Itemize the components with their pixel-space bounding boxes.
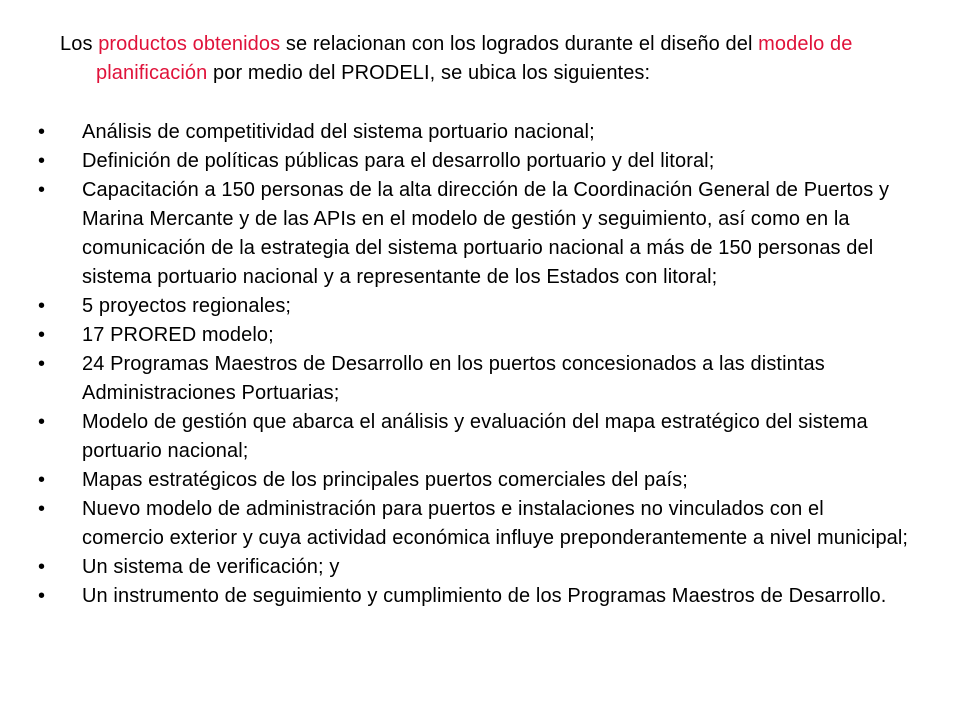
- list-item: [0, 408, 960, 466]
- list-item-text: Modelo de gestión que abarca el análisis y evaluación del mapa estratégico del sistema portuario nacional;: [82, 411, 868, 462]
- bullet-icon: •: [38, 150, 46, 172]
- intro-text-3: por medio del PRODELI, se ubica los siguientes:: [207, 62, 651, 84]
- bullet-icon: •: [38, 411, 46, 433]
- list-item-text: Nuevo modelo de administración para puertos e instalaciones no vinculados con el comercio exterior y cuya actividad económica influye preponderantemente a nivel municipal;: [82, 498, 909, 549]
- intro-highlight-modelo: modelo de planificación: [96, 33, 853, 84]
- list-item: [0, 292, 960, 321]
- list-item: [0, 495, 960, 553]
- intro-paragraph: [60, 30, 956, 88]
- list-item: [0, 350, 960, 408]
- list-item: [0, 118, 960, 147]
- intro-text-1: Los: [60, 33, 99, 55]
- list-item-text: Un sistema de verificación; y: [82, 556, 340, 578]
- intro-highlight-productos: productos obtenidos: [98, 33, 281, 55]
- list-item-text: Un instrumento de seguimiento y cumplimiento de los Programas Maestros de Desarrollo.: [82, 585, 887, 607]
- list-item: [0, 321, 960, 350]
- list-item: [0, 466, 960, 495]
- list-item: [0, 553, 960, 582]
- bullet-icon: •: [38, 295, 46, 317]
- bullet-icon: •: [38, 353, 46, 375]
- list-item-text: Mapas estratégicos de los principales puertos comerciales del país;: [82, 469, 688, 491]
- bullet-list: [0, 118, 960, 611]
- bullet-icon: •: [38, 469, 46, 491]
- list-item-text: 5 proyectos regionales;: [82, 295, 292, 317]
- list-item: [0, 176, 960, 292]
- list-item-text: 17 PRORED modelo;: [82, 324, 274, 346]
- bullet-icon: •: [38, 556, 46, 578]
- list-item-text: 24 Programas Maestros de Desarrollo en los puertos concesionados a las distintas Administraciones Portuarias;: [82, 353, 825, 404]
- list-item-text: Definición de políticas públicas para el desarrollo portuario y del litoral;: [82, 150, 715, 172]
- list-item: [0, 582, 960, 611]
- bullet-icon: •: [38, 585, 46, 607]
- bullet-icon: •: [38, 324, 46, 346]
- bullet-icon: •: [38, 498, 46, 520]
- list-item: [0, 147, 960, 176]
- bullet-icon: •: [38, 179, 46, 201]
- list-item-text: Capacitación a 150 personas de la alta dirección de la Coordinación General de Puertos y Marina Mercante y de las APIs en el modelo de gestión y seguimiento, así como en la comunicación de la estrategia del sistema portuario nacional a más de 150 personas del sistema portuario nacional y a representante de los Estados con litoral;: [82, 179, 890, 288]
- list-item-text: Análisis de competitividad del sistema portuario nacional;: [82, 121, 595, 143]
- bullet-icon: •: [38, 121, 46, 143]
- intro-text-2: se relacionan con los logrados durante el diseño del: [280, 33, 759, 55]
